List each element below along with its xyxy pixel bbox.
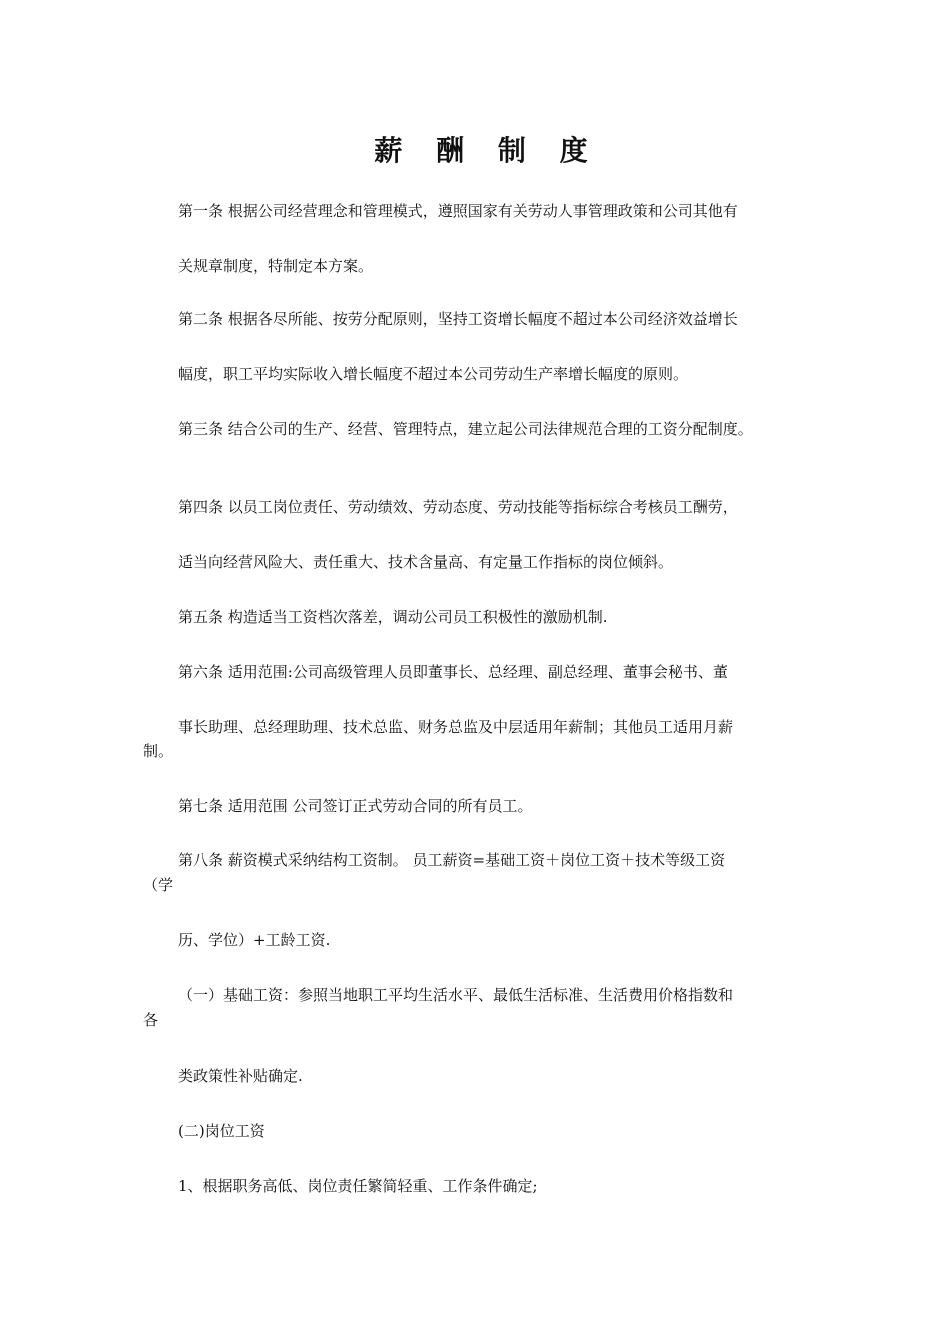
paragraph-line: 第二条 根据各尽所能、按劳分配原则，坚持工资增长幅度不超过本公司经济效益增长 [178, 310, 738, 328]
paragraph-line: 各 [143, 1011, 159, 1029]
paragraph-line: 1、根据职务高低、岗位责任繁简轻重、工作条件确定; [178, 1177, 538, 1195]
paragraph-line: 历、学位）+工龄工资. [178, 931, 331, 949]
paragraph-line: 第一条 根据公司经营理念和管理模式，遵照国家有关劳动人事管理政策和公司其他有 [178, 202, 738, 220]
document-title: 薪 酬 制 度 [374, 134, 600, 167]
paragraph-line: 第五条 构造适当工资档次落差，调动公司员工积极性的激励机制. [178, 608, 608, 626]
paragraph-line: 第三条 结合公司的生产、经营、管理特点，建立起公司法律规范合理的工资分配制度。 [178, 420, 753, 438]
paragraph-line: 事长助理、总经理助理、技术总监、财务总监及中层适用年薪制；其他员工适用月薪 [178, 718, 734, 736]
paragraph-line: （一）基础工资：参照当地职工平均生活水平、最低生活标准、生活费用价格指数和 [178, 986, 734, 1004]
paragraph-line: (二)岗位工资 [178, 1122, 265, 1140]
paragraph-line: 制。 [143, 742, 174, 760]
paragraph-line: 关规章制度，特制定本方案。 [178, 257, 374, 275]
paragraph-line: （学 [143, 876, 174, 894]
paragraph-line: 类政策性补贴确定. [178, 1067, 303, 1085]
paragraph-line: 幅度，职工平均实际收入增长幅度不超过本公司劳动生产率增长幅度的原则。 [178, 365, 689, 383]
paragraph-line: 第七条 适用范围 公司签订正式劳动合同的所有员工。 [178, 797, 533, 815]
paragraph-line: 第八条 薪资模式采纳结构工资制。 员工薪资=基础工资＋岗位工资＋技术等级工资 [178, 851, 726, 869]
paragraph-line: 适当向经营风险大、责任重大、技术含量高、有定量工作指标的岗位倾斜。 [178, 553, 674, 571]
paragraph-line: 第四条 以员工岗位责任、劳动绩效、劳动态度、劳动技能等指标综合考核员工酬劳， [178, 498, 738, 516]
paragraph-line: 第六条 适用范围:公司高级管理人员即董事长、总经理、副总经理、董事会秘书、董 [178, 663, 728, 681]
